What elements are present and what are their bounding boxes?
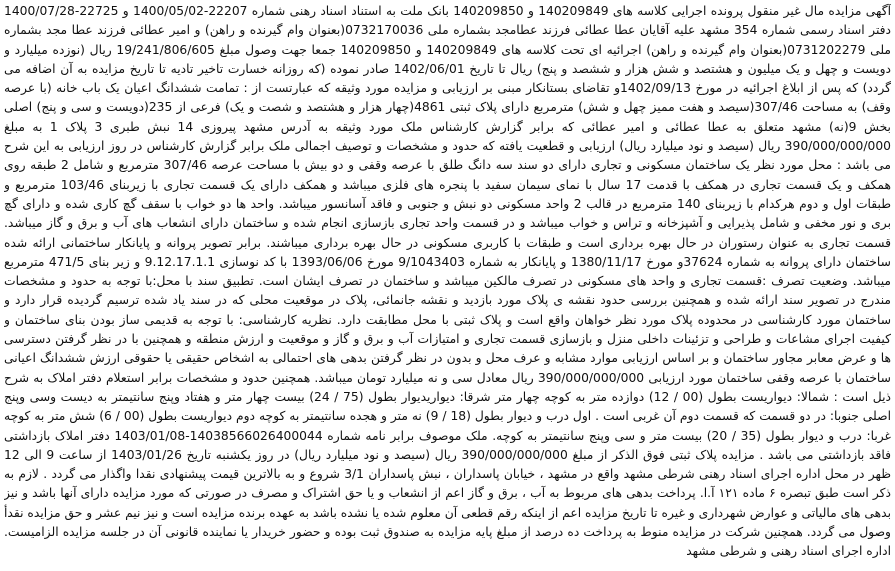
- notice-text: آگهی مزایده مال غیر منقول پرونده اجرایی کلاسه های 140209849 و 140209850 بانک ملت به استناد اسناد رهنی شماره 22207-1400/05/02 و 22725-1400/07/28 دفتر اسناد رسمی شماره 354 مشهد علیه آقایان عطا عطائی فرزند عطامجد بشماره ملی 0732170036(بعنوان وام گیرنده و راهن) و امیر عطائی فرزند عطا مجد بشماره ملی 0731202279(بعنوان وام گیرنده و راهن) اجرائیه ای تحت کلاسه های 140209849 و 140209850 جمعا جهت وصول مبلغ 19/241/806/605 ریال (نوزده میلیارد و دویست و چهل و یک میلیون و هشتصد و شش هزار و ششصد و پنج) ریال تا تاریخ 1402/06/01 صادر نموده (که روزانه خسارت تاخیر تادیه تا تاریخ مزایده به آن اضافه می گردد) که پس از ابلاغ اجرائیه در مورخ 1402/09/13و تقاضای بستانکار مبنی بر ارزیابی و مزایده مورد وثیقه که عبارتست از : تمامت ششدانگ اعیان یک باب خانه (با عرصه وقف) به مساحت 307/46(سیصد و هفت ممیز چهل و شش) مترمربع دارای پلاک ثبتی 4861(چهار هزار و هشتصد و شصت و یک) فرعی از 235(دویست و سی و پنج) اصلی بخش 9(نه) مشهد متعلق به عطا عطائی و امیر عطائی که برابر گزارش کارشناس ملک مورد وثیقه به آدرس مشهد پیروزی 14 نبش طبری 3 پلاک 1 به مبلغ 390/000/000/000 ریال (سیصد و نود میلیارد ریال) ارزیابی و قطعیت یافته که حدود و مشخصات و توصیف اجمالی ملک برابر گزارش کارشناس در روز ارزیابی به این شرح می باشد : محل مورد نظر یک ساختمان مسکونی و تجاری دارای دو سند سه دانگ طلق با عرصه وقفی و دو بیش با مساحت عرصه 307/46 مترمربع و شامل 2 طبقه روی همکف و یک قسمت تجاری در همکف با قدمت 17 سال با نمای سیمان سفید با پنجره های فلزی میباشد و همکف دارای یک قسمت تجاری با زیربنای 103/46 مترمربع و طبقات اول و دوم هرکدام با زیربنای 140 مترمربع در قالب 2 واحد مسکونی دو نبش و جنوبی و فاقد آسانسور میباشد. واحد ها دو خواب با سقف گچ کاری شده و دارای گچ بری و نور مخفی و شامل پذیرایی و آشپزخانه و تراس و خواب میباشد و در قسمت واحد تجاری بازسازی انجام شده و ساختمان دارای انشعاب های آب و برق و گاز میباشد. قسمت تجاری به عنوان رستوران در حال بهره برداری است و طبقات با کاربری مسکونی در حال بهره برداری میباشند. برابر تصویر پروانه و پایانکار ساختمانی ارائه شده ساختمان دارای پروانه به شماره 37624و مورخ 1380/11/17 و پایانکار به شماره 9/1043403 مورخ 1393/06/06 با کد نوسازی 9.12.17.1.1 و زیر بنای 471/5 مترمربع میباشد. وضعیت تصرف :قسمت تجاری و واحد های مسکونی در تصرف مالکین میباشد و ساختمان در تصرف ایشان است. تطبیق سند با محل:با توجه به حدود و مشخصات مندرج در تصویر سند ارائه شده و همچنین بررسی حدود نقشه ی پلاک مورد بازدید و نقشه جانمائی، پلاک در موقعیت محلی که در سند یاد شده ترسیم گردیده قرار دارد و ساختمان مورد کارشناسی در محدوده پلاک مورد نظر خواهان واقع است و پلاک ثبتی با محل مطابقت دارد. نظریه کارشناسی: با توجه به قدیمی ساز بودن بنای ساختمان و کیفیت اجرای مشاعات و طراحی و تزئینات داخلی منزل و بازسازی قسمت تجاری و امتیازات آب و برق و گاز و موقعیت و ارزش منطقه و همچنین با در نظر گرفتن دسترسی ها و عرض معابر مجاور ساختمان و بر اساس ارزیابی موارد مشابه و عرف محل و بدون در نظر گرفتن بدهی های احتمالی به اشخاص حقیقی یا حقوقی ارزش ششدانگ اعیانی ساختمان با عرصه وقفی ساختمان مورد ارزیابی 390/000/000/000 ریال معادل سی و نه میلیارد تومان میباشد. همچنین حدود و مشخصات برابر استعلام دفتر املاک به شرح ذیل است : شمالا: دیواریست بطول (00 / 12) دوازده متر به کوچه چهار متر شرقا: دیواریدیوار بطول (75 / 24) بیست چهار متر و هفتاد وپنج سانتیمتر به دیست وسی وپنج اصلی جنوبا: در دو قسمت که قسمت دوم آن غربی است . اول درب و دیوار بطول (18 / 9) نه متر و هجده سانتیمتر به کوچه دوم دیواریست بطول (00 / 6) شش متر به کوچه غربا: درب و دیوار بطول (35 / 20) بیست متر و سی وپنج سانتیمتر به کوچه. ملک موصوف برابر نامه شماره 14038566026400044-1403/01/08 دفتر املاک بازداشتی فاقد بازداشتی می باشد . مزایده پلاک ثبتی فوق الذکر از مبلغ 390/000/000/000 ریال (سیصد و نود میلیارد ریال) در روز یکشنبه تاریخ 1403/01/26 از ساعت 9 الی 12 ظهر در محل اداره اجرای اسناد رهنی شرطی مشهد واقع در مشهد ، خیابان پاسداران ، نبش پاسداران 3/1 شروع و به بالاترین قیمت پیشنهادی نقدا واگذار می گردد . لازم به ذکر است طبق تبصره ۶ ماده ۱۲۱ آ.ا. پرداخت بدهی های مربوط به آب ، برق و گاز اعم از انشعاب و یا حق اشتراک و مصرف در صورتی که مورد مزایده دارای آنها باشد و نیز بدهی های مالیاتی و عوارض شهرداری و غیره تا تاریخ مزایده اعم از اینکه رقم قطعی آن معلوم شده یا نشده باشد به عهده برنده مزایده است و نیز نیم عشر و حق مزایده نقدأ وصول می گردد. همچنین شرکت در مزایده منوط به پرداخت ده درصد از مبلغ پایه مزایده به صندوق ثبت بوده و حضور خریدار یا نماینده قانونی آن در جلسه مزایده الزامیست. اداره اجرای اسناد رهنی و شرطی مشهد: [4, 4, 891, 559]
- auction-notice: [4, 2, 891, 568]
